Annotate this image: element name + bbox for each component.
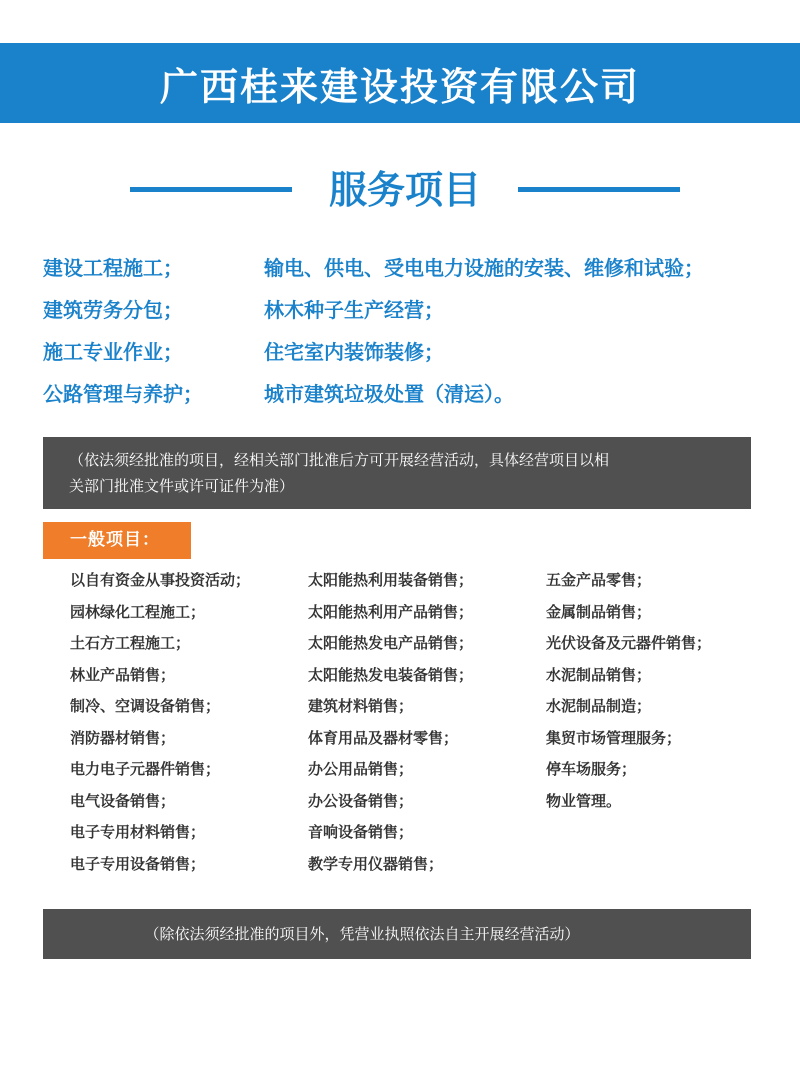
general-item: 五金产品零售；	[546, 571, 652, 589]
general-column-2	[308, 566, 473, 881]
service-row	[43, 252, 793, 294]
general-item: 音响设备销售；	[308, 823, 414, 841]
general-item: 办公设备销售；	[308, 791, 414, 810]
service-row	[43, 336, 793, 378]
general-item: 消防器材销售；	[70, 728, 176, 747]
service-item: 城市建筑垃圾处置（清运）。	[264, 382, 514, 406]
service-item: 施工专业作业；	[43, 340, 183, 364]
general-item: 制冷、空调设备销售；	[70, 697, 221, 715]
general-item: 太阳能热发电产品销售；	[308, 634, 474, 652]
general-item: 太阳能热利用产品销售；	[308, 602, 474, 621]
general-item: 教学专用仪器销售；	[308, 854, 444, 873]
service-row	[43, 294, 793, 336]
general-item: 以自有资金从事投资活动；	[70, 571, 251, 589]
general-item: 光伏设备及元器件销售；	[546, 634, 712, 652]
heading-rule-left	[130, 187, 292, 192]
header-band	[0, 43, 800, 123]
general-item: 物业管理。	[546, 791, 622, 810]
general-item: 电子专用材料销售；	[70, 823, 206, 841]
service-item: 住宅室内装饰装修；	[264, 340, 444, 364]
general-item: 体育用品及器材零售；	[308, 728, 459, 747]
general-item: 土石方工程施工；	[70, 634, 191, 652]
general-item: 水泥制品制造；	[546, 697, 652, 715]
general-item: 建筑材料销售；	[308, 697, 414, 715]
general-item: 太阳能热利用装备销售；	[308, 571, 474, 589]
general-item: 电子专用设备销售；	[70, 854, 206, 873]
licensed-items-note	[43, 437, 751, 509]
section-heading	[0, 160, 800, 220]
company-title: 广西桂来建设投资有限公司	[159, 64, 640, 109]
general-item: 停车场服务；	[546, 760, 637, 778]
service-item: 建筑劳务分包；	[43, 298, 183, 322]
section-title: 服务项目	[328, 168, 481, 212]
general-column-3	[546, 566, 711, 818]
general-items-grid	[70, 566, 770, 886]
general-item: 水泥制品销售；	[546, 665, 652, 684]
general-item: 太阳能热发电装备销售；	[308, 665, 474, 684]
general-items-note: （除依法须经批准的项目外，凭营业执照依法自主开展经营活动）	[43, 909, 751, 959]
service-row	[43, 378, 793, 420]
service-item: 公路管理与养护；	[43, 382, 203, 406]
service-item: 建设工程施工；	[43, 256, 183, 280]
general-item: 林业产品销售；	[70, 665, 176, 684]
general-item: 办公用品销售；	[308, 760, 414, 778]
service-list	[43, 252, 793, 420]
general-item: 电力电子元器件销售；	[70, 760, 221, 778]
general-item: 园林绿化工程施工；	[70, 602, 206, 621]
service-item: 林木种子生产经营；	[264, 298, 444, 322]
general-column-1	[70, 566, 250, 881]
note-line: 关部门批准文件或许可证件为准）	[69, 477, 295, 495]
general-item: 电气设备销售；	[70, 791, 176, 810]
heading-rule-right	[518, 187, 680, 192]
note-line: （依法须经批准的项目，经相关部门批准后方可开展经营活动，具体经营项目以相	[69, 451, 610, 469]
general-item: 金属制品销售；	[546, 602, 652, 621]
general-items-label: 一般项目：	[43, 522, 191, 559]
service-item: 输电、供电、受电电力设施的安装、维修和试验；	[264, 256, 704, 280]
general-item: 集贸市场管理服务；	[546, 728, 682, 747]
